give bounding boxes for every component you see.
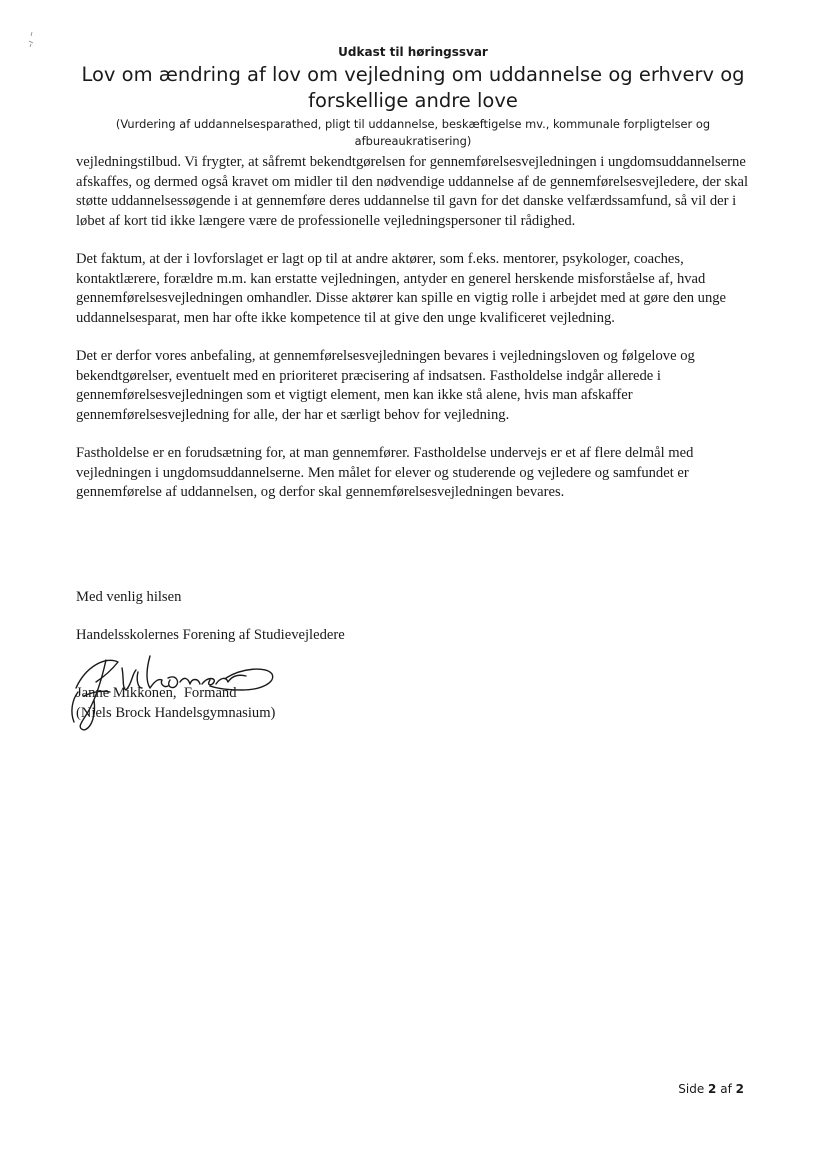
page-prefix: Side (678, 1082, 705, 1096)
page-total: 2 (735, 1082, 744, 1096)
scan-mark-icon (26, 30, 40, 50)
body-paragraph-1: vejledningstilbud. Vi frygter, at såfremt bekendtgørelsen for gennemførelsesvejledningen i ungdomsuddannelserne afskaffes, og dermed også kravet om midler til den nødvendige uddannelse af de gennemførelsesvejledere, der skal støtte uddannelsessøgende i at gennemføre deres uddannelse til gavn for det danske velfærdssamfund, så vil der i løbet af kort tid ikke længere være de professionelle vejledningspersoner til rådighed. (76, 154, 749, 229)
signatory-affiliation: (Niels Brock Handelsgymnasium) (76, 704, 276, 721)
signature-lines (76, 684, 275, 723)
body-paragraph-3: Det er derfor vores anbefaling, at gennemførelsesvejledningen bevares i vejledningsloven og følgelove og bekendtgørelser, eventuelt med en prioriteret præcisering af indsatsen. Fastholdelse indgår allerede i gennemførelsesvejledningen som et vigtigt element, men kan ikke stå alene, hvis man afskaffer gennemførelsesvejledning for alle, der har et særligt behov for vejledning. (76, 348, 695, 423)
page-separator: af (720, 1082, 732, 1096)
page-current: 2 (708, 1082, 717, 1096)
body-paragraph-2: Det faktum, at der i lovforslaget er lagt op til at andre aktører, som f.eks. mentorer, psykologer, coaches, kontaktlærere, forældre m.m. kan erstatte vejledningen, antyder en generel herskende misforståelse af, hvad gennemførelsesvejledningen omhandler. Disse aktører kan spille en vigtig rolle i arbejdet med at gøre den unge uddannelsesparat, men har ofte ikke kompetence til at give den unge kvalificeret vejledning. (76, 251, 727, 326)
document-body (76, 153, 756, 522)
document-header (60, 44, 766, 150)
body-paragraph-4: Fastholdelse er en forudsætning for, at man gennemfører. Fastholdelse undervejs er et af flere delmål med vejledningen i ungdomsuddannelserne. Men målet for elever og studerende og vejledere og samfundet er gennemførelse af uddannelsen, og derfor skal gennemførelsesvejledningen bevares. (76, 445, 694, 500)
closing-greeting: Med venlig hilsen (76, 589, 182, 605)
closing-block (76, 588, 345, 645)
signatory-name: Janne Mikkonen, Formand (76, 685, 237, 701)
header-kicker: Udkast til høringssvar (338, 45, 488, 59)
document-subtitle: (Vurdering af uddannelsesparathed, pligt til uddannelse, beskæftigelse mv., kommunale forpligtelser og afbureaukratisering) (115, 117, 711, 148)
closing-organization: Handelsskolernes Forening af Studievejledere (76, 626, 345, 643)
page-number (678, 1082, 744, 1096)
document-title: Lov om ændring af lov om vejledning om uddannelse og erhverv og forskellige andre love (81, 63, 745, 112)
